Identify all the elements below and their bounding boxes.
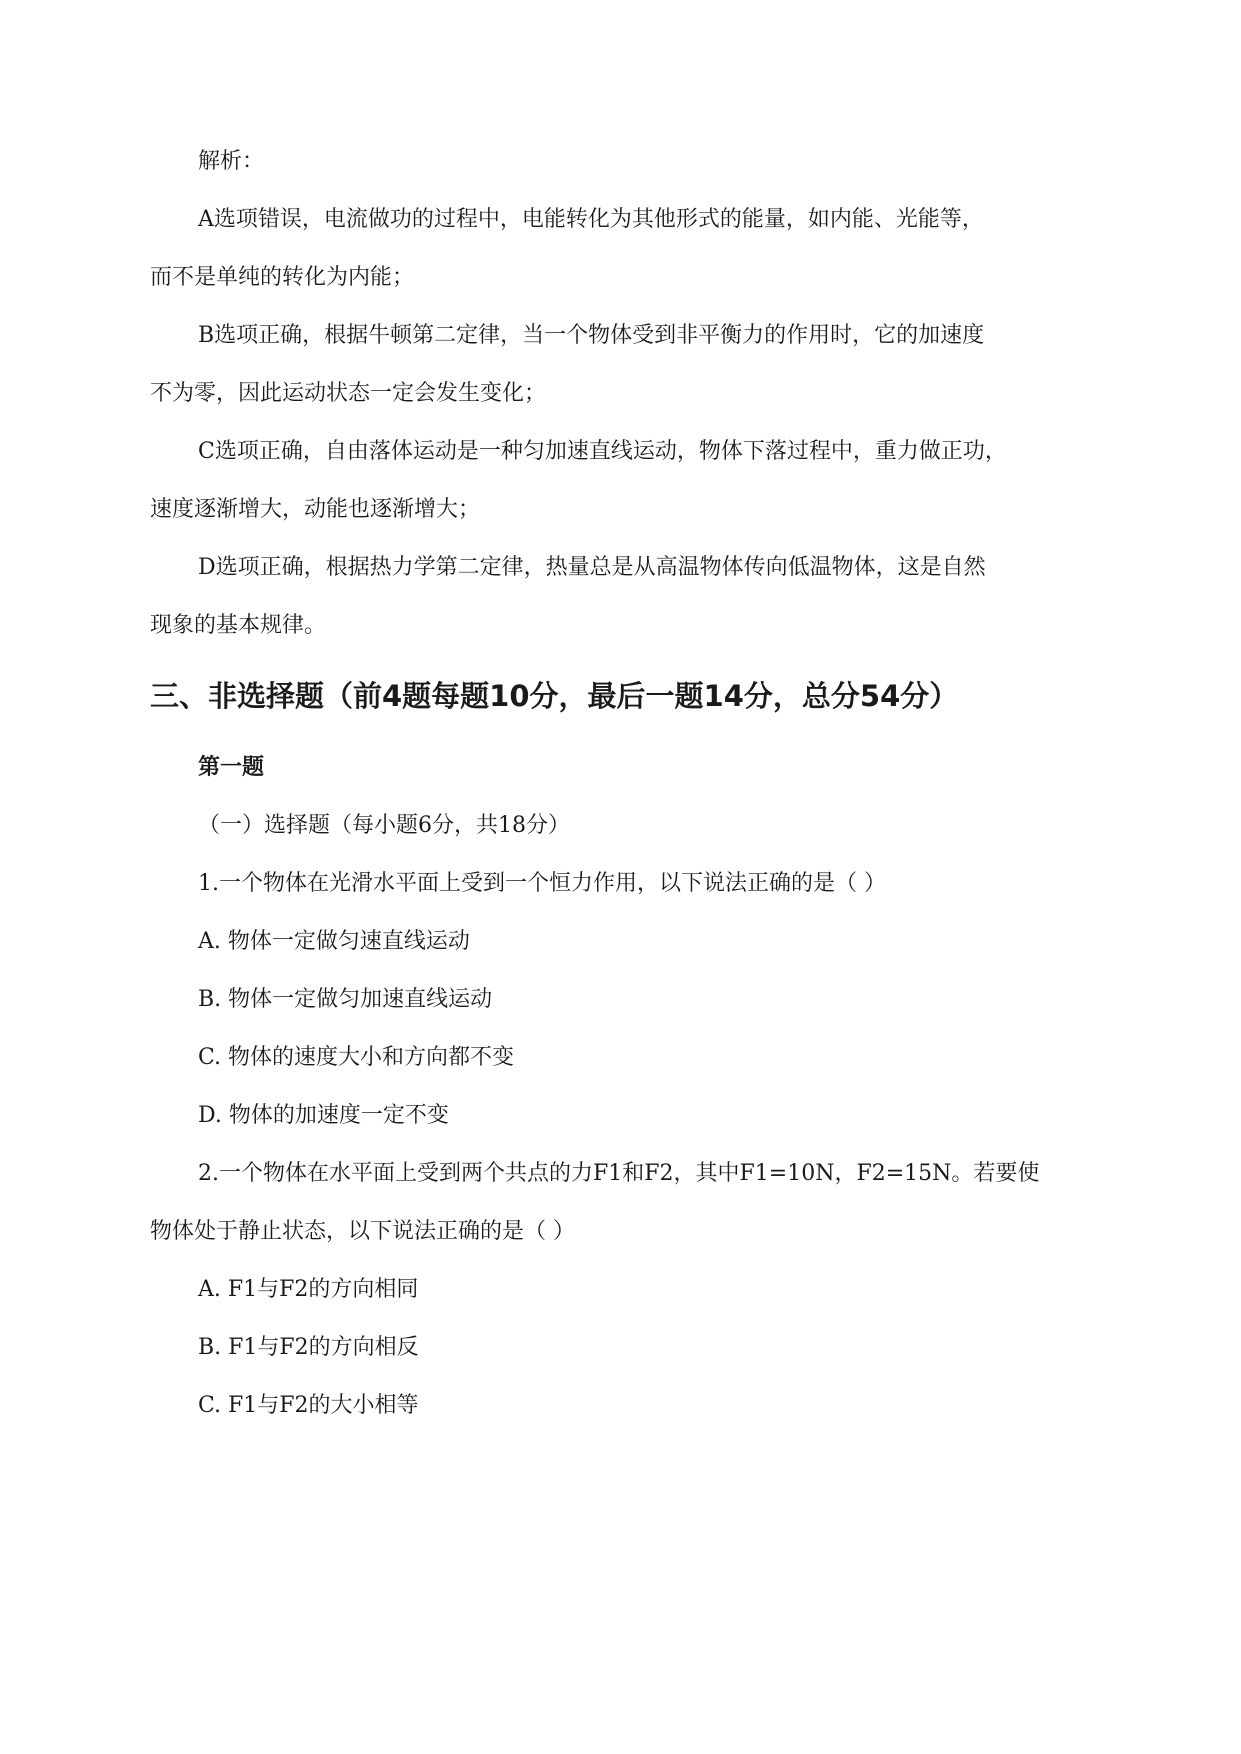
- analysis-option-c-line2: 速度逐渐增大，动能也逐渐增大；: [150, 497, 481, 522]
- question-2-option-a: A. F1与F2的方向相同: [198, 1277, 419, 1302]
- question-2-option-c: C. F1与F2的大小相等: [198, 1393, 419, 1418]
- section-title: 三、非选择题（前4题每题10分，最后一题14分，总分54分）: [150, 679, 959, 713]
- analysis-option-c-line1: C选项正确，自由落体运动是一种匀加速直线运动，物体下落过程中，重力做正功，: [198, 439, 1007, 464]
- analysis-option-b-line1: B选项正确，根据牛顿第二定律，当一个物体受到非平衡力的作用时，它的加速度: [198, 323, 985, 348]
- question-1-option-a: A. 物体一定做匀速直线运动: [198, 929, 470, 954]
- part-label: （一）选择题（每小题6分，共18分）: [198, 813, 570, 838]
- analysis-option-d-line2: 现象的基本规律。: [150, 613, 327, 638]
- analysis-label: 解析：: [198, 149, 265, 174]
- question-1-option-c: C. 物体的速度大小和方向都不变: [198, 1045, 515, 1070]
- analysis-option-b-line2: 不为零，因此运动状态一定会发生变化；: [150, 381, 547, 406]
- question-1-option-d: D. 物体的加速度一定不变: [198, 1103, 449, 1128]
- question-2-stem-line2: 物体处于静止状态，以下说法正确的是（ ）: [150, 1219, 575, 1244]
- question-1-stem: 1.一个物体在光滑水平面上受到一个恒力作用，以下说法正确的是（ ）: [198, 871, 886, 896]
- question-group-title: 第一题: [198, 755, 265, 780]
- question-2-option-b: B. F1与F2的方向相反: [198, 1335, 419, 1360]
- question-1-option-b: B. 物体一定做匀加速直线运动: [198, 987, 493, 1012]
- analysis-option-a-line2: 而不是单纯的转化为内能；: [150, 265, 415, 290]
- analysis-option-a-line1: A选项错误，电流做功的过程中，电能转化为其他形式的能量，如内能、光能等，: [198, 207, 984, 232]
- analysis-option-d-line1: D选项正确，根据热力学第二定律，热量总是从高温物体传向低温物体，这是自然: [198, 555, 986, 580]
- question-2-stem-line1: 2.一个物体在水平面上受到两个共点的力F1和F2，其中F1=10N，F2=15N。若要使: [198, 1161, 1040, 1186]
